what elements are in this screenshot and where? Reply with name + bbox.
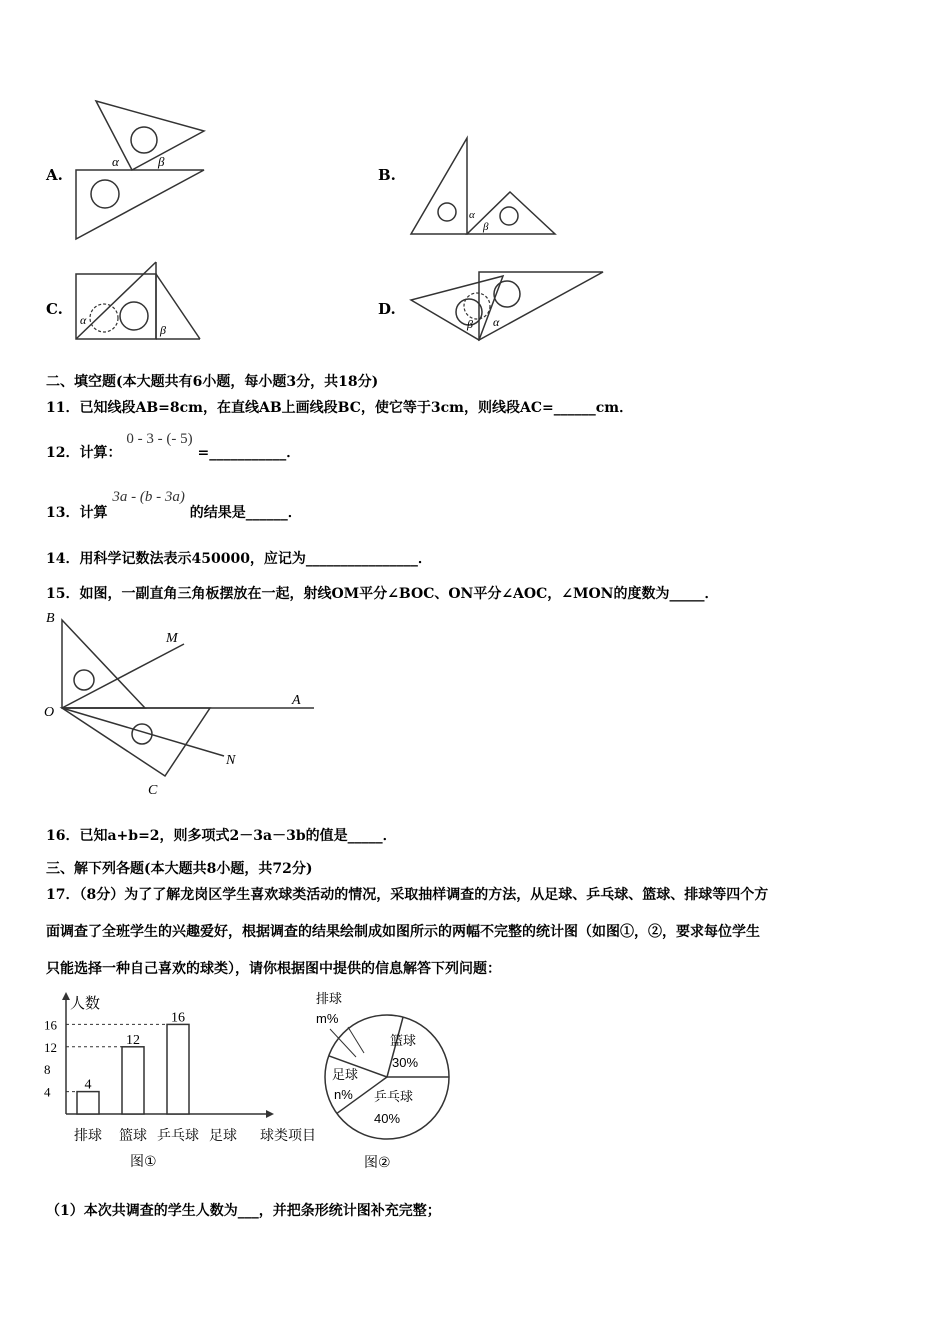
bar-category-label: 足球 — [209, 1127, 237, 1143]
bar-category-label: 乒乓球 — [157, 1127, 199, 1143]
q16-text: 16．已知a+b=2，则多项式2－3a－3b的值是_____． — [46, 828, 397, 844]
alpha-label: α — [493, 315, 500, 329]
q17-line-1: 17．（8分）为了了解龙岗区学生喜欢球类活动的情况，采取抽样调查的方法，从足球、乒乓球、篮球、排球等四个方 — [46, 887, 769, 903]
label-o: O — [44, 705, 55, 720]
pie-label-football: 足球 — [332, 1067, 359, 1082]
option-c-label: C. — [46, 300, 63, 318]
bar — [77, 1092, 99, 1114]
option-d-label: D. — [378, 300, 396, 318]
bar-data-label: 16 — [171, 1010, 185, 1026]
beta-label: β — [483, 221, 489, 233]
label-c: C — [148, 783, 158, 798]
q11-text: 11．已知线段AB=8cm，在直线AB上画线段BC，使它等于3cm，则线段AC=______cm． — [46, 400, 634, 416]
option-d-figure — [405, 264, 610, 346]
q17-line-2: 面调查了全班学生的兴趣爱好，根据调查的结果绘制成如图所示的两幅不完整的统计图（如图①，②，要求每位学生 — [46, 924, 760, 940]
pie-value-basketball: 30% — [392, 1055, 419, 1070]
bar-ytick-label: 12 — [44, 1039, 57, 1055]
q12-prefix: 12．计算： — [46, 445, 122, 461]
q12-expression: 0 - 3 - (- 5) — [126, 431, 193, 447]
option-a-figure — [70, 96, 210, 246]
beta-label: β — [467, 317, 473, 331]
bar-data-label: 4 — [84, 1077, 92, 1093]
q15-figure — [40, 608, 330, 800]
q13-expression: 3a - (b - 3a) — [112, 489, 185, 505]
option-b-figure — [405, 134, 565, 242]
q14-text: 14．用科学记数法表示450000，应记为________________． — [46, 551, 432, 567]
bar-ytick-label: 16 — [44, 1017, 57, 1033]
pie-label-pingpong: 乒乓球 — [374, 1089, 414, 1104]
bar — [122, 1047, 144, 1114]
pie-value-volleyball: m% — [316, 1011, 339, 1026]
alpha-label: α — [112, 154, 119, 169]
bar-ytick-label: 4 — [44, 1084, 51, 1100]
pie-chart-title: 图② — [364, 1154, 391, 1170]
q12-row — [46, 431, 301, 462]
option-b-label: B. — [378, 166, 396, 184]
pie-label-basketball: 篮球 — [390, 1033, 417, 1048]
label-a: A — [292, 693, 301, 708]
bar-xlabel: 球类项目 — [260, 1127, 316, 1143]
pie-value-football: n% — [334, 1087, 353, 1102]
q13-row — [46, 489, 302, 522]
bar-chart — [40, 990, 330, 1175]
alpha-label: α — [469, 209, 475, 221]
bar-category-label: 排球 — [74, 1127, 102, 1143]
q17-line-3: 只能选择一种自己喜欢的球类），请你根据图中提供的信息解答下列问题： — [46, 961, 501, 977]
pie-chart — [310, 985, 470, 1175]
pie-label-volleyball: 排球 — [316, 991, 343, 1006]
alpha-label: α — [80, 313, 87, 327]
beta-label: β — [160, 323, 166, 337]
q13-suffix: 的结果是______． — [189, 505, 302, 521]
beta-label: β — [158, 154, 165, 169]
q12-suffix: =___________． — [197, 445, 301, 461]
option-c-figure — [70, 256, 210, 346]
q15-text: 15．如图，一副直角三角板摆放在一起，射线OM平分∠BOC、ON平分∠AOC，∠MON的度数为_____． — [46, 586, 719, 602]
bar-ylabel: 人数 — [70, 995, 101, 1012]
section2-title: 二、填空题(本大题共有6小题，每小题3分，共18分) — [46, 374, 379, 390]
section3-title: 三、解下列各题(本大题共8小题，共72分) — [46, 861, 313, 877]
label-b: B — [46, 611, 55, 626]
bar — [167, 1024, 189, 1114]
label-n: N — [226, 753, 236, 768]
bar-data-label: 12 — [126, 1032, 140, 1048]
pie-leader-line — [348, 1027, 364, 1053]
q13-prefix: 13．计算 — [46, 505, 108, 521]
bar-ytick-label: 8 — [44, 1062, 51, 1078]
bar-chart-title: 图① — [130, 1153, 157, 1169]
q17-sub1-text: （1）本次共调查的学生人数为___，并把条形统计图补充完整； — [46, 1203, 441, 1219]
label-m: M — [166, 631, 178, 646]
option-a-label: A. — [46, 166, 63, 184]
pie-value-pingpong: 40% — [374, 1111, 401, 1126]
bar-category-label: 篮球 — [119, 1127, 147, 1143]
